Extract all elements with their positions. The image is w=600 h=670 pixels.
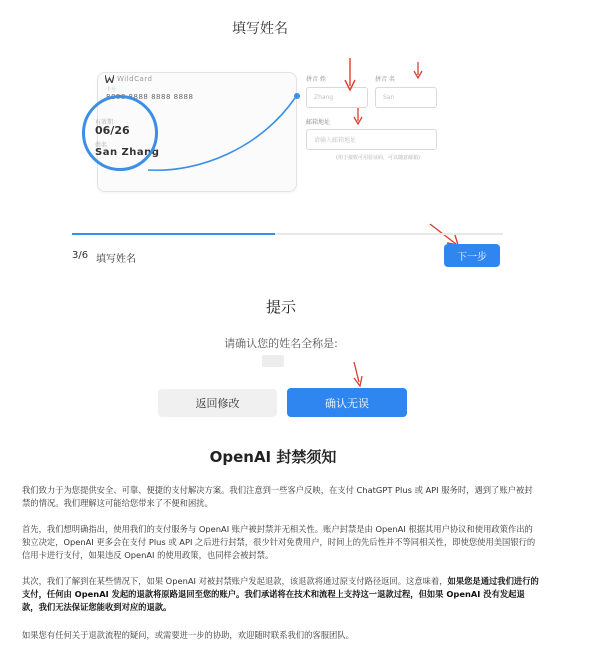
notice-bold-text: 如果您是通过我们进行的支付，任何由 OpenAI 发起的退款将原路退回至您的账户。我们承诺将在技术和流程上支持这一退款过程，但如果 OpenAI 没有发起退款，我们无法保证您能收到对应的退款。: [22, 576, 539, 612]
card-holder-name: San Zhang: [95, 147, 160, 158]
redacted-name: [262, 355, 284, 367]
confirm-button[interactable]: 确认无误: [287, 388, 407, 417]
back-button[interactable]: 返回修改: [158, 389, 277, 417]
dialog-message: 请确认您的姓名全称是:: [224, 337, 338, 350]
step-name: 填写姓名: [96, 254, 136, 265]
card-expiry-label: 有效期: [95, 119, 114, 126]
step-counter: 3/6: [72, 250, 89, 261]
step-title: 填写姓名: [232, 21, 288, 37]
email-hint: (用于接收可用验证码，可以随意邮箱): [336, 155, 420, 161]
first-name-input[interactable]: Zhang: [306, 87, 368, 108]
annotation-arrow-icon: [352, 108, 364, 126]
first-name-label: 拼音 姓: [306, 76, 326, 83]
notice-text: 其次，我们了解到在某些情况下，如果 OpenAI 对被封禁账户发起退款，该退款将通过原支付路径返回。这意味着，: [22, 576, 448, 586]
annotation-arrow-icon: [343, 58, 357, 92]
card-expiry: 06/26: [95, 124, 130, 137]
notice-paragraph: 首先，我们想明确指出，使用我们的支付服务与 OpenAI 账户被封禁并无相关性。账户封禁是由 OpenAI 根据其用户协议和使用政策作出的独立决定，OpenAI 更多会在支付 Plus 或 API 之后进行封禁，很少针对免费用户，时间上的先后性并不等同相关性，即使您使用美国银行的信用卡进行支付，如果违反 OpenAI 的使用政策，也同样会被封禁。: [22, 524, 536, 560]
notice-paragraph: 如果您有任何关于退款流程的疑问，或需要进一步的协助，欢迎随时联系我们的客服团队。: [22, 630, 354, 640]
next-button[interactable]: 下一步: [444, 244, 500, 267]
progress-fill: [72, 233, 275, 235]
connector-arrow: [140, 88, 310, 178]
notice-paragraph: [22, 575, 540, 614]
annotation-arrow-icon: [412, 62, 424, 80]
card-number: 8888 8888 8888 8888: [106, 93, 194, 101]
email-input[interactable]: 请输入邮箱地址: [306, 129, 437, 150]
dialog-title: 提示: [265, 298, 296, 316]
last-name-label: 拼音 名: [375, 76, 395, 83]
card-name-label: 姓名: [95, 142, 108, 149]
last-name-input[interactable]: San: [375, 87, 437, 108]
card-logo-icon: [105, 75, 114, 83]
notice-title: OpenAI 封禁须知: [209, 448, 337, 466]
email-label: 邮箱地址: [306, 119, 331, 126]
card-number-label: 卡号: [106, 87, 117, 93]
card-brand: WildCard: [117, 75, 153, 83]
annotation-arrow-icon: [350, 362, 364, 388]
notice-paragraph: 我们致力于为您提供安全、可靠、便捷的支付解决方案。我们注意到一些客户反映，在支付 ChatGPT Plus 或 API 服务时，遇到了账户被封禁的情况。我们理解这可能给您带来了不便和困扰。: [22, 485, 533, 508]
